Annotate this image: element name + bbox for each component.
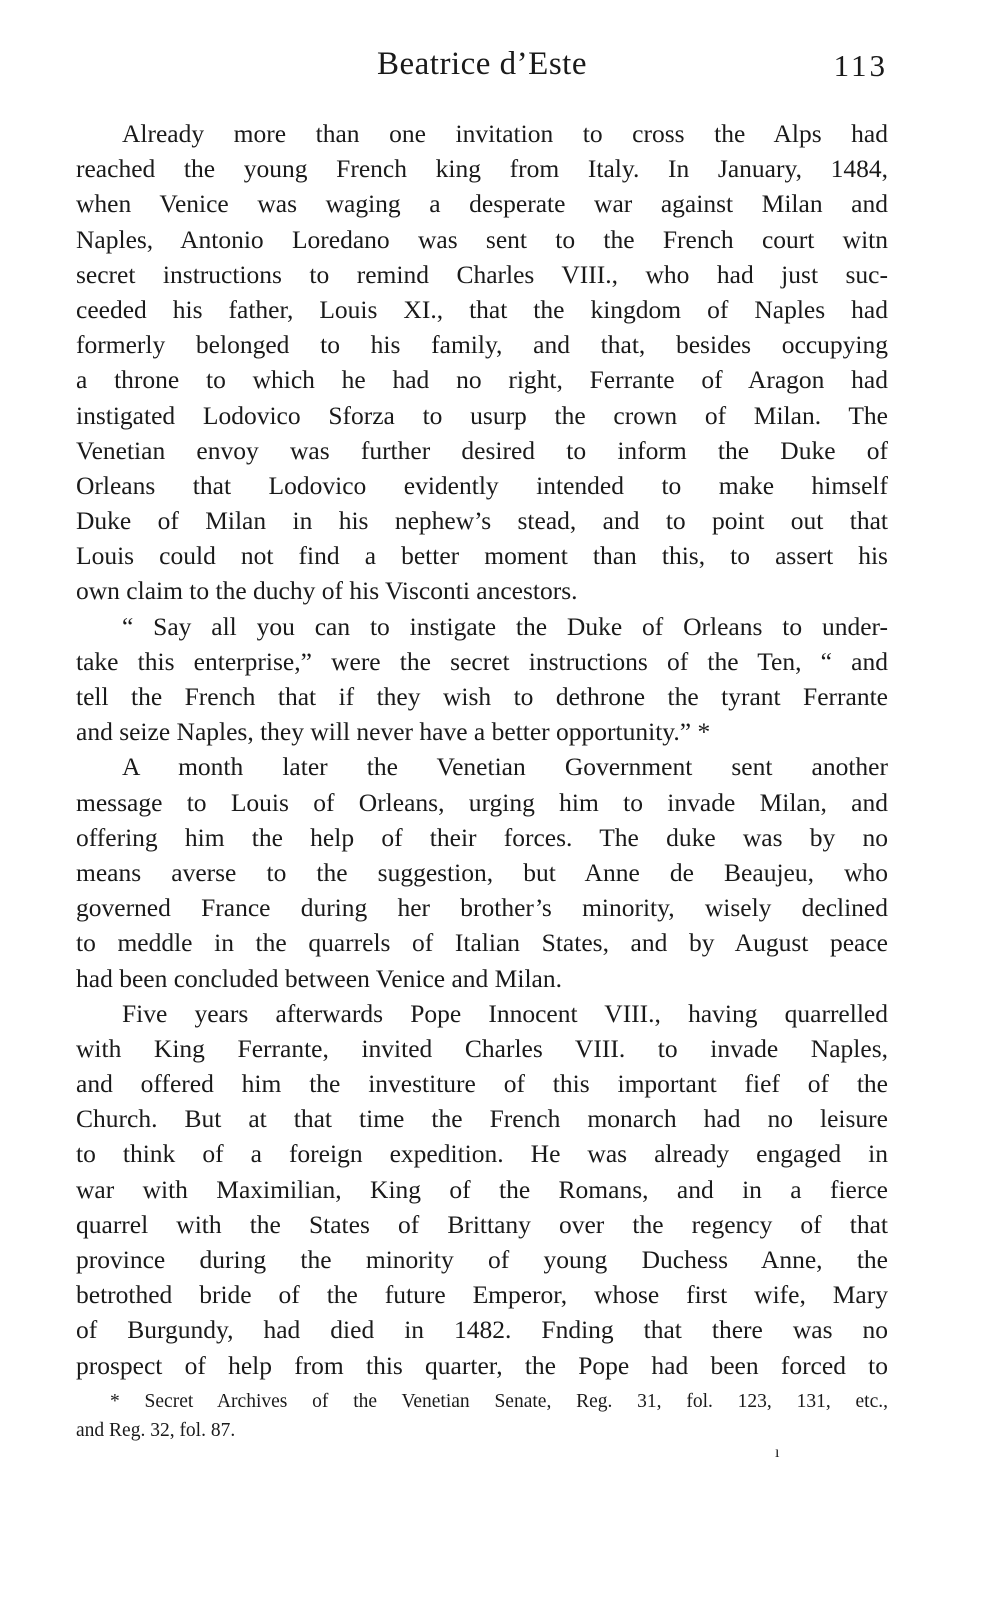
text-line: war with Maximilian, King of the Romans, and in a fierce [76,1174,888,1204]
text-line: own claim to the duchy of his Visconti ancestors. [76,576,578,606]
text-line: quarrel with the States of Brittany over the regency of that [76,1209,888,1239]
body-text [76,116,888,1383]
running-head [76,46,888,90]
footnote [76,1387,888,1445]
text-line: means averse to the suggestion, but Anne de Beaujeu, who [76,857,888,887]
footnote-line: * Secret Archives of the Venetian Senate, Reg. 31, fol. 123, 131, etc., [110,1391,888,1412]
text-line: message to Louis of Orleans, urging him to invade Milan, and [76,787,888,817]
text-line: governed France during her brother’s minority, wisely declined [76,893,888,923]
text-line: instigated Lodovico Sforza to usurp the crown of Milan. The [76,400,888,430]
text-line: ceeded his father, Louis XI., that the kingdom of Naples had [76,294,888,324]
text-line: offering him the help of their forces. The duke was by no [76,822,888,852]
text-line: to think of a foreign expedition. He was already engaged in [76,1139,888,1169]
text-line: secret instructions to remind Charles VIII., who had just suc- [76,259,888,289]
text-line: and seize Naples, they will never have a better opportunity.” * [76,717,711,747]
footnote-line: and Reg. 32, fol. 87. [76,1420,236,1441]
text-line: province during the minority of young Duchess Anne, the [76,1245,888,1274]
text-line: “ Say all you can to instigate the Duke of Orleans to under- [122,611,888,641]
text-line: Already more than one invitation to cross the Alps had [122,119,888,148]
text-line: take this enterprise,” were the secret instructions of the Ten, “ and [76,646,888,676]
text-line: a throne to which he had no right, Ferrante of Aragon had [76,365,888,395]
running-title: Beatrice d’Este [377,46,587,82]
text-line: Five years afterwards Pope Innocent VIII., having quarrelled [122,998,888,1028]
text-line: Louis could not find a better moment than this, to assert his [76,541,888,571]
text-line: Venetian envoy was further desired to inform the Duke of [76,435,888,465]
text-line: Naples, Antonio Loredano was sent to the French court witn [76,224,888,254]
page-number: 113 [833,48,888,83]
text-line: when Venice was waging a desperate war against Milan and [76,189,888,219]
text-line: formerly belonged to his family, and that, besides occupying [76,330,888,360]
text-line: prospect of help from this quarter, the Pope had been forced to [76,1350,888,1380]
text-line: with King Ferrante, invited Charles VIII. to invade Naples, [76,1033,888,1063]
text-line: reached the young French king from Italy. In January, 1484, [76,154,888,184]
text-line: Duke of Milan in his nephew’s stead, and to point out that [76,506,888,536]
text-line: to meddle in the quarrels of Italian States, and by August peace [76,928,888,958]
text-line: A month later the Venetian Government sent another [122,752,888,782]
stray-print-mark: ı [775,1444,780,1461]
text-line: had been concluded between Venice and Milan. [76,963,562,993]
text-line: Church. But at that time the French monarch had no leisure [76,1104,888,1134]
text-line: tell the French that if they wish to dethrone the tyrant Ferrante [76,682,888,711]
text-line: Orleans that Lodovico evidently intended to make himself [76,470,888,500]
text-line: of Burgundy, had died in 1482. Fnding that there was no [76,1315,888,1345]
text-line: betrothed bride of the future Emperor, whose first wife, Mary [76,1280,888,1310]
text-line: and offered him the investiture of this important fief of the [76,1069,888,1099]
